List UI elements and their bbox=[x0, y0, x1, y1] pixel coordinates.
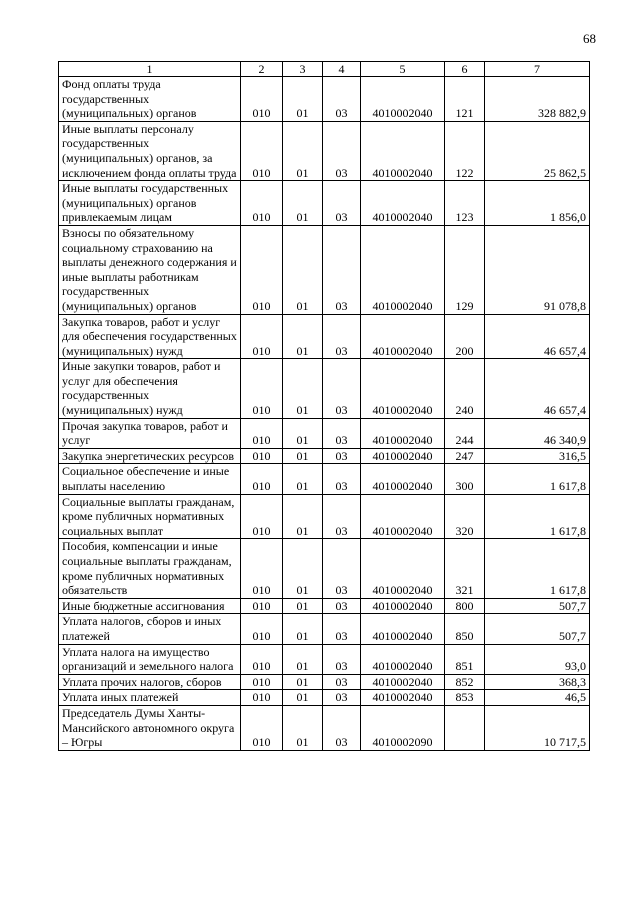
amount-cell: 46 340,9 bbox=[485, 418, 590, 448]
target-article-cell: 4010002040 bbox=[361, 614, 445, 644]
expense-type-cell: 240 bbox=[445, 359, 485, 418]
section-code-cell: 01 bbox=[283, 448, 323, 464]
expense-type-cell: 320 bbox=[445, 494, 485, 539]
ministry-code-cell: 010 bbox=[241, 77, 283, 122]
section-code-cell: 01 bbox=[283, 614, 323, 644]
ministry-code-cell: 010 bbox=[241, 359, 283, 418]
item-name-cell: Закупка энергетических ресурсов bbox=[59, 448, 241, 464]
ministry-code-cell: 010 bbox=[241, 598, 283, 614]
target-article-cell: 4010002040 bbox=[361, 674, 445, 690]
amount-cell: 91 078,8 bbox=[485, 225, 590, 314]
table-row bbox=[59, 539, 590, 598]
amount-cell: 1 856,0 bbox=[485, 181, 590, 226]
amount-cell: 1 617,8 bbox=[485, 539, 590, 598]
item-name-cell: Закупка товаров, работ и услуг для обеспечения государственных (муниципальных) нужд bbox=[59, 314, 241, 359]
item-name-cell: Иные закупки товаров, работ и услуг для обеспечения государственных (муниципальных) нужд bbox=[59, 359, 241, 418]
table-row bbox=[59, 494, 590, 539]
header-row bbox=[59, 62, 590, 77]
section-code-cell: 01 bbox=[283, 418, 323, 448]
section-code-cell: 01 bbox=[283, 644, 323, 674]
header-cell: 5 bbox=[361, 62, 445, 77]
table-row bbox=[59, 705, 590, 750]
subsection-code-cell: 03 bbox=[323, 225, 361, 314]
subsection-code-cell: 03 bbox=[323, 494, 361, 539]
subsection-code-cell: 03 bbox=[323, 464, 361, 494]
target-article-cell: 4010002040 bbox=[361, 181, 445, 226]
amount-cell: 1 617,8 bbox=[485, 494, 590, 539]
expense-type-cell: 244 bbox=[445, 418, 485, 448]
ministry-code-cell: 010 bbox=[241, 464, 283, 494]
target-article-cell: 4010002040 bbox=[361, 644, 445, 674]
expense-type-cell: 852 bbox=[445, 674, 485, 690]
ministry-code-cell: 010 bbox=[241, 418, 283, 448]
item-name-cell: Прочая закупка товаров, работ и услуг bbox=[59, 418, 241, 448]
ministry-code-cell: 010 bbox=[241, 225, 283, 314]
table-row bbox=[59, 448, 590, 464]
target-article-cell: 4010002040 bbox=[361, 448, 445, 464]
page-number: 68 bbox=[583, 31, 596, 46]
table-row bbox=[59, 418, 590, 448]
table-row bbox=[59, 314, 590, 359]
header-cell: 4 bbox=[323, 62, 361, 77]
ministry-code-cell: 010 bbox=[241, 614, 283, 644]
item-name-cell: Социальные выплаты гражданам, кроме публичных нормативных социальных выплат bbox=[59, 494, 241, 539]
expense-type-cell: 129 bbox=[445, 225, 485, 314]
table-row bbox=[59, 359, 590, 418]
subsection-code-cell: 03 bbox=[323, 121, 361, 180]
table-row bbox=[59, 690, 590, 706]
section-code-cell: 01 bbox=[283, 77, 323, 122]
section-code-cell: 01 bbox=[283, 121, 323, 180]
ministry-code-cell: 010 bbox=[241, 448, 283, 464]
table-row bbox=[59, 674, 590, 690]
amount-cell: 10 717,5 bbox=[485, 705, 590, 750]
table-row bbox=[59, 225, 590, 314]
section-code-cell: 01 bbox=[283, 181, 323, 226]
subsection-code-cell: 03 bbox=[323, 644, 361, 674]
subsection-code-cell: 03 bbox=[323, 418, 361, 448]
expense-type-cell: 851 bbox=[445, 644, 485, 674]
subsection-code-cell: 03 bbox=[323, 539, 361, 598]
expense-type-cell: 321 bbox=[445, 539, 485, 598]
ministry-code-cell: 010 bbox=[241, 705, 283, 750]
ministry-code-cell: 010 bbox=[241, 494, 283, 539]
table-row bbox=[59, 77, 590, 122]
table-row bbox=[59, 181, 590, 226]
section-code-cell: 01 bbox=[283, 359, 323, 418]
section-code-cell: 01 bbox=[283, 705, 323, 750]
section-code-cell: 01 bbox=[283, 674, 323, 690]
header-cell: 6 bbox=[445, 62, 485, 77]
table-row bbox=[59, 614, 590, 644]
expense-type-cell: 853 bbox=[445, 690, 485, 706]
target-article-cell: 4010002040 bbox=[361, 464, 445, 494]
amount-cell: 1 617,8 bbox=[485, 464, 590, 494]
ministry-code-cell: 010 bbox=[241, 690, 283, 706]
table-row bbox=[59, 464, 590, 494]
ministry-code-cell: 010 bbox=[241, 644, 283, 674]
table-row bbox=[59, 121, 590, 180]
amount-cell: 46 657,4 bbox=[485, 314, 590, 359]
amount-cell: 46,5 bbox=[485, 690, 590, 706]
expense-type-cell: 121 bbox=[445, 77, 485, 122]
subsection-code-cell: 03 bbox=[323, 674, 361, 690]
target-article-cell: 4010002040 bbox=[361, 690, 445, 706]
subsection-code-cell: 03 bbox=[323, 359, 361, 418]
section-code-cell: 01 bbox=[283, 539, 323, 598]
section-code-cell: 01 bbox=[283, 464, 323, 494]
subsection-code-cell: 03 bbox=[323, 181, 361, 226]
item-name-cell: Уплата налога на имущество организаций и земельного налога bbox=[59, 644, 241, 674]
item-name-cell: Взносы по обязательному социальному страхованию на выплаты денежного содержания и иные выплаты работникам государственных (муниципальных) органов bbox=[59, 225, 241, 314]
ministry-code-cell: 010 bbox=[241, 539, 283, 598]
target-article-cell: 4010002090 bbox=[361, 705, 445, 750]
amount-cell: 507,7 bbox=[485, 598, 590, 614]
header-cell: 2 bbox=[241, 62, 283, 77]
item-name-cell: Уплата иных платежей bbox=[59, 690, 241, 706]
target-article-cell: 4010002040 bbox=[361, 359, 445, 418]
amount-cell: 46 657,4 bbox=[485, 359, 590, 418]
expense-type-cell bbox=[445, 705, 485, 750]
expense-type-cell: 300 bbox=[445, 464, 485, 494]
section-code-cell: 01 bbox=[283, 314, 323, 359]
subsection-code-cell: 03 bbox=[323, 77, 361, 122]
ministry-code-cell: 010 bbox=[241, 674, 283, 690]
target-article-cell: 4010002040 bbox=[361, 121, 445, 180]
subsection-code-cell: 03 bbox=[323, 598, 361, 614]
target-article-cell: 4010002040 bbox=[361, 494, 445, 539]
target-article-cell: 4010002040 bbox=[361, 314, 445, 359]
ministry-code-cell: 010 bbox=[241, 314, 283, 359]
subsection-code-cell: 03 bbox=[323, 448, 361, 464]
amount-cell: 93,0 bbox=[485, 644, 590, 674]
expense-type-cell: 123 bbox=[445, 181, 485, 226]
table-row bbox=[59, 644, 590, 674]
budget-table bbox=[58, 61, 590, 751]
item-name-cell: Фонд оплаты труда государственных (муниципальных) органов bbox=[59, 77, 241, 122]
item-name-cell: Иные бюджетные ассигнования bbox=[59, 598, 241, 614]
section-code-cell: 01 bbox=[283, 598, 323, 614]
amount-cell: 328 882,9 bbox=[485, 77, 590, 122]
section-code-cell: 01 bbox=[283, 690, 323, 706]
ministry-code-cell: 010 bbox=[241, 121, 283, 180]
expense-type-cell: 122 bbox=[445, 121, 485, 180]
item-name-cell: Иные выплаты персоналу государственных (муниципальных) органов, за исключением фонда оплаты труда bbox=[59, 121, 241, 180]
target-article-cell: 4010002040 bbox=[361, 418, 445, 448]
header-cell: 1 bbox=[59, 62, 241, 77]
amount-cell: 25 862,5 bbox=[485, 121, 590, 180]
target-article-cell: 4010002040 bbox=[361, 225, 445, 314]
section-code-cell: 01 bbox=[283, 494, 323, 539]
subsection-code-cell: 03 bbox=[323, 705, 361, 750]
header-cell: 7 bbox=[485, 62, 590, 77]
target-article-cell: 4010002040 bbox=[361, 539, 445, 598]
item-name-cell: Иные выплаты государственных (муниципальных) органов привлекаемым лицам bbox=[59, 181, 241, 226]
ministry-code-cell: 010 bbox=[241, 181, 283, 226]
expense-type-cell: 800 bbox=[445, 598, 485, 614]
table-row bbox=[59, 598, 590, 614]
target-article-cell: 4010002040 bbox=[361, 598, 445, 614]
section-code-cell: 01 bbox=[283, 225, 323, 314]
amount-cell: 316,5 bbox=[485, 448, 590, 464]
expense-type-cell: 247 bbox=[445, 448, 485, 464]
item-name-cell: Социальное обеспечение и иные выплаты населению bbox=[59, 464, 241, 494]
expense-type-cell: 850 bbox=[445, 614, 485, 644]
amount-cell: 368,3 bbox=[485, 674, 590, 690]
subsection-code-cell: 03 bbox=[323, 614, 361, 644]
amount-cell: 507,7 bbox=[485, 614, 590, 644]
item-name-cell: Уплата прочих налогов, сборов bbox=[59, 674, 241, 690]
item-name-cell: Председатель Думы Ханты-Мансийского автономного округа – Югры bbox=[59, 705, 241, 750]
subsection-code-cell: 03 bbox=[323, 314, 361, 359]
target-article-cell: 4010002040 bbox=[361, 77, 445, 122]
header-cell: 3 bbox=[283, 62, 323, 77]
expense-type-cell: 200 bbox=[445, 314, 485, 359]
item-name-cell: Пособия, компенсации и иные социальные выплаты гражданам, кроме публичных нормативных обязательств bbox=[59, 539, 241, 598]
subsection-code-cell: 03 bbox=[323, 690, 361, 706]
item-name-cell: Уплата налогов, сборов и иных платежей bbox=[59, 614, 241, 644]
